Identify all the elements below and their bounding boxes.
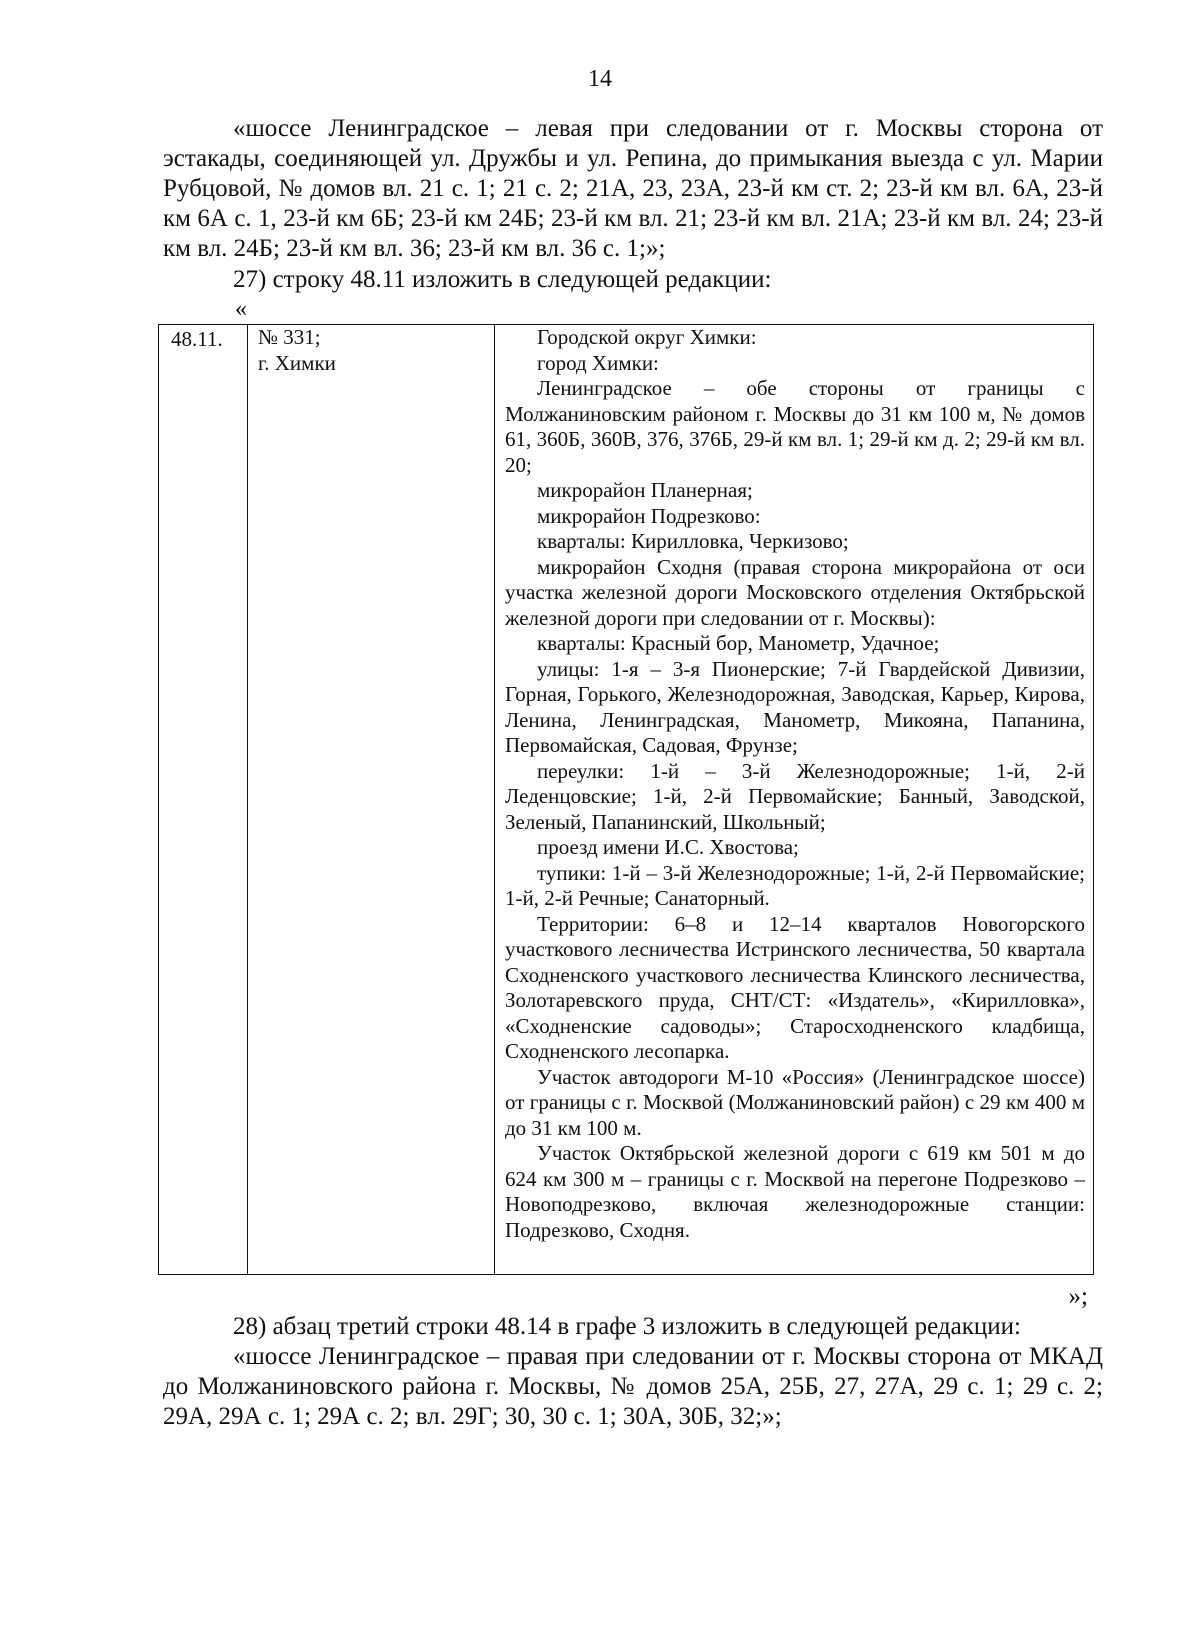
territory-line: Ленинградское – обе стороны от границы с Молжаниновским районом г. Москвы до 31 км 100 м, № домов 61, 360Б, 360В, 376, 376Б, 29-й км вл. 1; 29-й км д. 2; 29-й км вл. 20; bbox=[505, 376, 1085, 477]
table-row bbox=[159, 325, 1094, 1275]
territory-line: тупики: 1-й – 3-й Железнодорожные; 1-й, 2-й Первомайские; 1-й, 2-й Речные; Санаторный. bbox=[505, 860, 1085, 910]
district-city: г. Химки bbox=[258, 350, 336, 375]
paragraph-item-27 bbox=[163, 265, 1103, 295]
row-48-11-table bbox=[158, 324, 1094, 1275]
district-number: № 331; bbox=[258, 325, 321, 349]
territory-line: Городской округ Химки: bbox=[537, 325, 757, 349]
territory-line: Участок Октябрьской железной дороги с 619 км 501 м до 624 км 300 м – границы с г. Москвой на перегоне Подрезково – Новоподрезково, включая железнодорожные станции: Подрезково, Сходня. bbox=[505, 1141, 1085, 1242]
territory-line: город Химки: bbox=[537, 350, 659, 375]
territory-description-cell bbox=[495, 325, 1094, 1275]
paragraph-item-27-text: 27) строку 48.11 изложить в следующей редакции: bbox=[233, 266, 772, 293]
page-number: 14 bbox=[588, 66, 612, 92]
territory-line: кварталы: Кирилловка, Черкизово; bbox=[537, 529, 849, 553]
opening-quote: « bbox=[235, 296, 247, 322]
row-number-cell: 48.11. bbox=[159, 325, 248, 1275]
paragraph-shosse-left-text: «шоссе Ленинградское – левая при следовании от г. Москвы сторона от эстакады, соединяющей ул. Дружбы и ул. Репина, до примыкания выезда с ул. Марии Рубцовой, № домов вл. 21 с. 1; 21 с. 2; 21А, 23, 23А, 23-й км ст. 2; 23-й км вл. 6А, 23-й км 6А с. 1, 23-й км 6Б; 23-й км 24Б; 23-й км вл. 21; 23-й км вл. 21А; 23-й км вл. 24; 23-й км вл. 24Б; 23-й км вл. 36; 23-й км вл. 36 с. 1;»; bbox=[163, 115, 1103, 262]
territory-line: Территории: 6–8 и 12–14 кварталов Новогорского участкового лесничества Истринского лесничества, 50 квартала Сходненского участкового лесничества Клинского лесничества, Золотаревского пруда, СНТ/СТ: «Издатель», «Кирилловка», «Сходненские садоводы»; Старосходненского кладбища, Сходненского лесопарка. bbox=[505, 911, 1085, 1063]
paragraph-shosse-right bbox=[163, 1342, 1103, 1432]
territory-line: кварталы: Красный бор, Манометр, Удачное; bbox=[537, 631, 940, 655]
paragraph-item-28-text: 28) абзац третий строки 48.14 в графе 3 изложить в следующей редакции: bbox=[233, 1313, 1021, 1340]
paragraph-shosse-left bbox=[163, 114, 1103, 264]
closing-quote: »; bbox=[1068, 1283, 1088, 1310]
territory-line: Участок автодороги М-10 «Россия» (Ленинградское шоссе) от границы с г. Москвой (Молжаниновский район) с 29 км 400 м до 31 км 100 м. bbox=[505, 1064, 1085, 1140]
territory-line: микрорайон Подрезково: bbox=[537, 503, 761, 528]
territory-line: переулки: 1-й – 3-й Железнодорожные; 1-й, 2-й Леденцовские; 1-й, 2-й Первомайские; Банный, Заводской, Зеленый, Папанинский, Школьный; bbox=[505, 758, 1085, 834]
paragraph-item-28 bbox=[163, 1312, 1103, 1342]
territory-line: улицы: 1-я – 3-я Пионерские; 7-й Гвардейской Дивизии, Горная, Горького, Железнодорожная, Заводская, Карьер, Кирова, Ленина, Ленинградская, Манометр, Микояна, Папанина, Первомайская, Садовая, Фрунзе; bbox=[505, 656, 1085, 757]
paragraph-shosse-right-text: «шоссе Ленинградское – правая при следовании от г. Москвы сторона от МКАД до Молжаниновского района г. Москвы, № домов 25А, 25Б, 27, 27А, 29 с. 1; 29 с. 2; 29А, 29А с. 1; 29А с. 2; вл. 29Г; 30, 30 с. 1; 30А, 30Б, 32;»; bbox=[163, 1343, 1103, 1430]
territory-line: проезд имени И.С. Хвостова; bbox=[537, 835, 799, 859]
territory-line: микрорайон Сходня (правая сторона микрорайона от оси участка железной дороги Московского отделения Октябрьской железной дороги при следовании от г. Москвы): bbox=[505, 554, 1085, 630]
district-cell bbox=[248, 325, 495, 1275]
territory-line: микрорайон Планерная; bbox=[537, 478, 753, 502]
